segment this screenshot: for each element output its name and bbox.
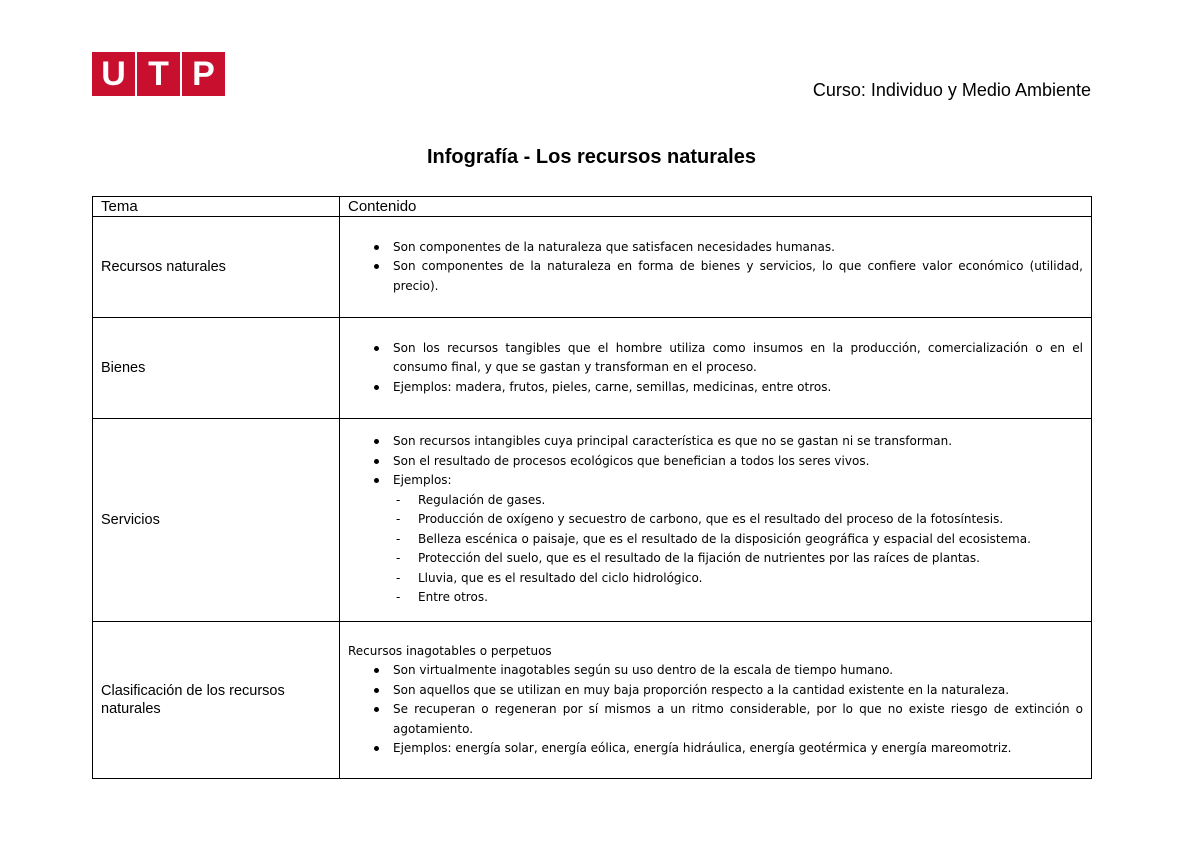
- bullet-item: Ejemplos: madera, frutos, pieles, carne, semillas, medicinas, entre otros.: [348, 378, 1083, 398]
- dash-item: - Entre otros.: [348, 588, 1083, 608]
- dash-item: - Regulación de gases.: [348, 491, 1083, 511]
- header-contenido: Contenido: [340, 197, 1092, 217]
- bullet-item: Ejemplos:: [348, 471, 1083, 491]
- bullet-item: Son los recursos tangibles que el hombre utiliza como insumos en la producción, comercialización o en el consumo final, y que se gastan y transforman en el proceso.: [348, 339, 1083, 378]
- bullet-item: Son el resultado de procesos ecológicos que benefician a todos los seres vivos.: [348, 452, 1083, 472]
- row-subheading: Recursos inagotables o perpetuos: [348, 643, 552, 658]
- table-row: [93, 318, 1092, 419]
- logo-letter-p: P: [182, 52, 225, 96]
- row-content: [340, 622, 1092, 779]
- dash-item: - Lluvia, que es el resultado del ciclo hidrológico.: [348, 569, 1083, 589]
- dash-item: - Protección del suelo, que es el resultado de la fijación de nutrientes por las raíces de plantas.: [348, 549, 1083, 569]
- bullet-item: Son componentes de la naturaleza en forma de bienes y servicios, lo que confiere valor económico (utilidad, precio).: [348, 257, 1083, 296]
- table-header-row: [93, 197, 1092, 217]
- logo-letter-t: T: [137, 52, 180, 96]
- dash-item: - Producción de oxígeno y secuestro de carbono, que es el resultado del proceso de la fotosíntesis.: [348, 510, 1083, 530]
- logo-letter-u: U: [92, 52, 135, 96]
- row-topic: Recursos naturales: [93, 217, 340, 318]
- page-title: Infografía - Los recursos naturales: [427, 146, 756, 168]
- row-content: [340, 318, 1092, 419]
- content-table: [92, 196, 1092, 779]
- bullet-item: Son recursos intangibles cuya principal característica es que no se gastan ni se transforman.: [348, 432, 1083, 452]
- row-content: [340, 419, 1092, 622]
- bullet-item: Ejemplos: energía solar, energía eólica, energía hidráulica, energía geotérmica y energía mareomotriz.: [348, 739, 1083, 759]
- row-content: [340, 217, 1092, 318]
- bullet-item: Son aquellos que se utilizan en muy baja proporción respecto a la cantidad existente en la naturaleza.: [348, 681, 1083, 701]
- course-name: Curso: Individuo y Medio Ambiente: [812, 80, 1091, 100]
- utp-logo: [92, 52, 225, 96]
- header-tema: Tema: [93, 197, 340, 217]
- bullet-item: Son componentes de la naturaleza que satisfacen necesidades humanas.: [348, 238, 1083, 258]
- bullet-item: Se recuperan o regeneran por sí mismos a un ritmo considerable, por lo que no existe riesgo de extinción o agotamiento.: [348, 700, 1083, 739]
- bullet-item: Son virtualmente inagotables según su uso dentro de la escala de tiempo humano.: [348, 661, 1083, 681]
- row-topic: Clasificación de los recursos naturales: [93, 622, 340, 779]
- table-row: [93, 217, 1092, 318]
- table-row: [93, 419, 1092, 622]
- dash-item: - Belleza escénica o paisaje, que es el resultado de la disposición geográfica y espacial del ecosistema.: [348, 530, 1083, 550]
- row-topic: Servicios: [93, 419, 340, 622]
- row-topic: Bienes: [93, 318, 340, 419]
- table-row: [93, 622, 1092, 779]
